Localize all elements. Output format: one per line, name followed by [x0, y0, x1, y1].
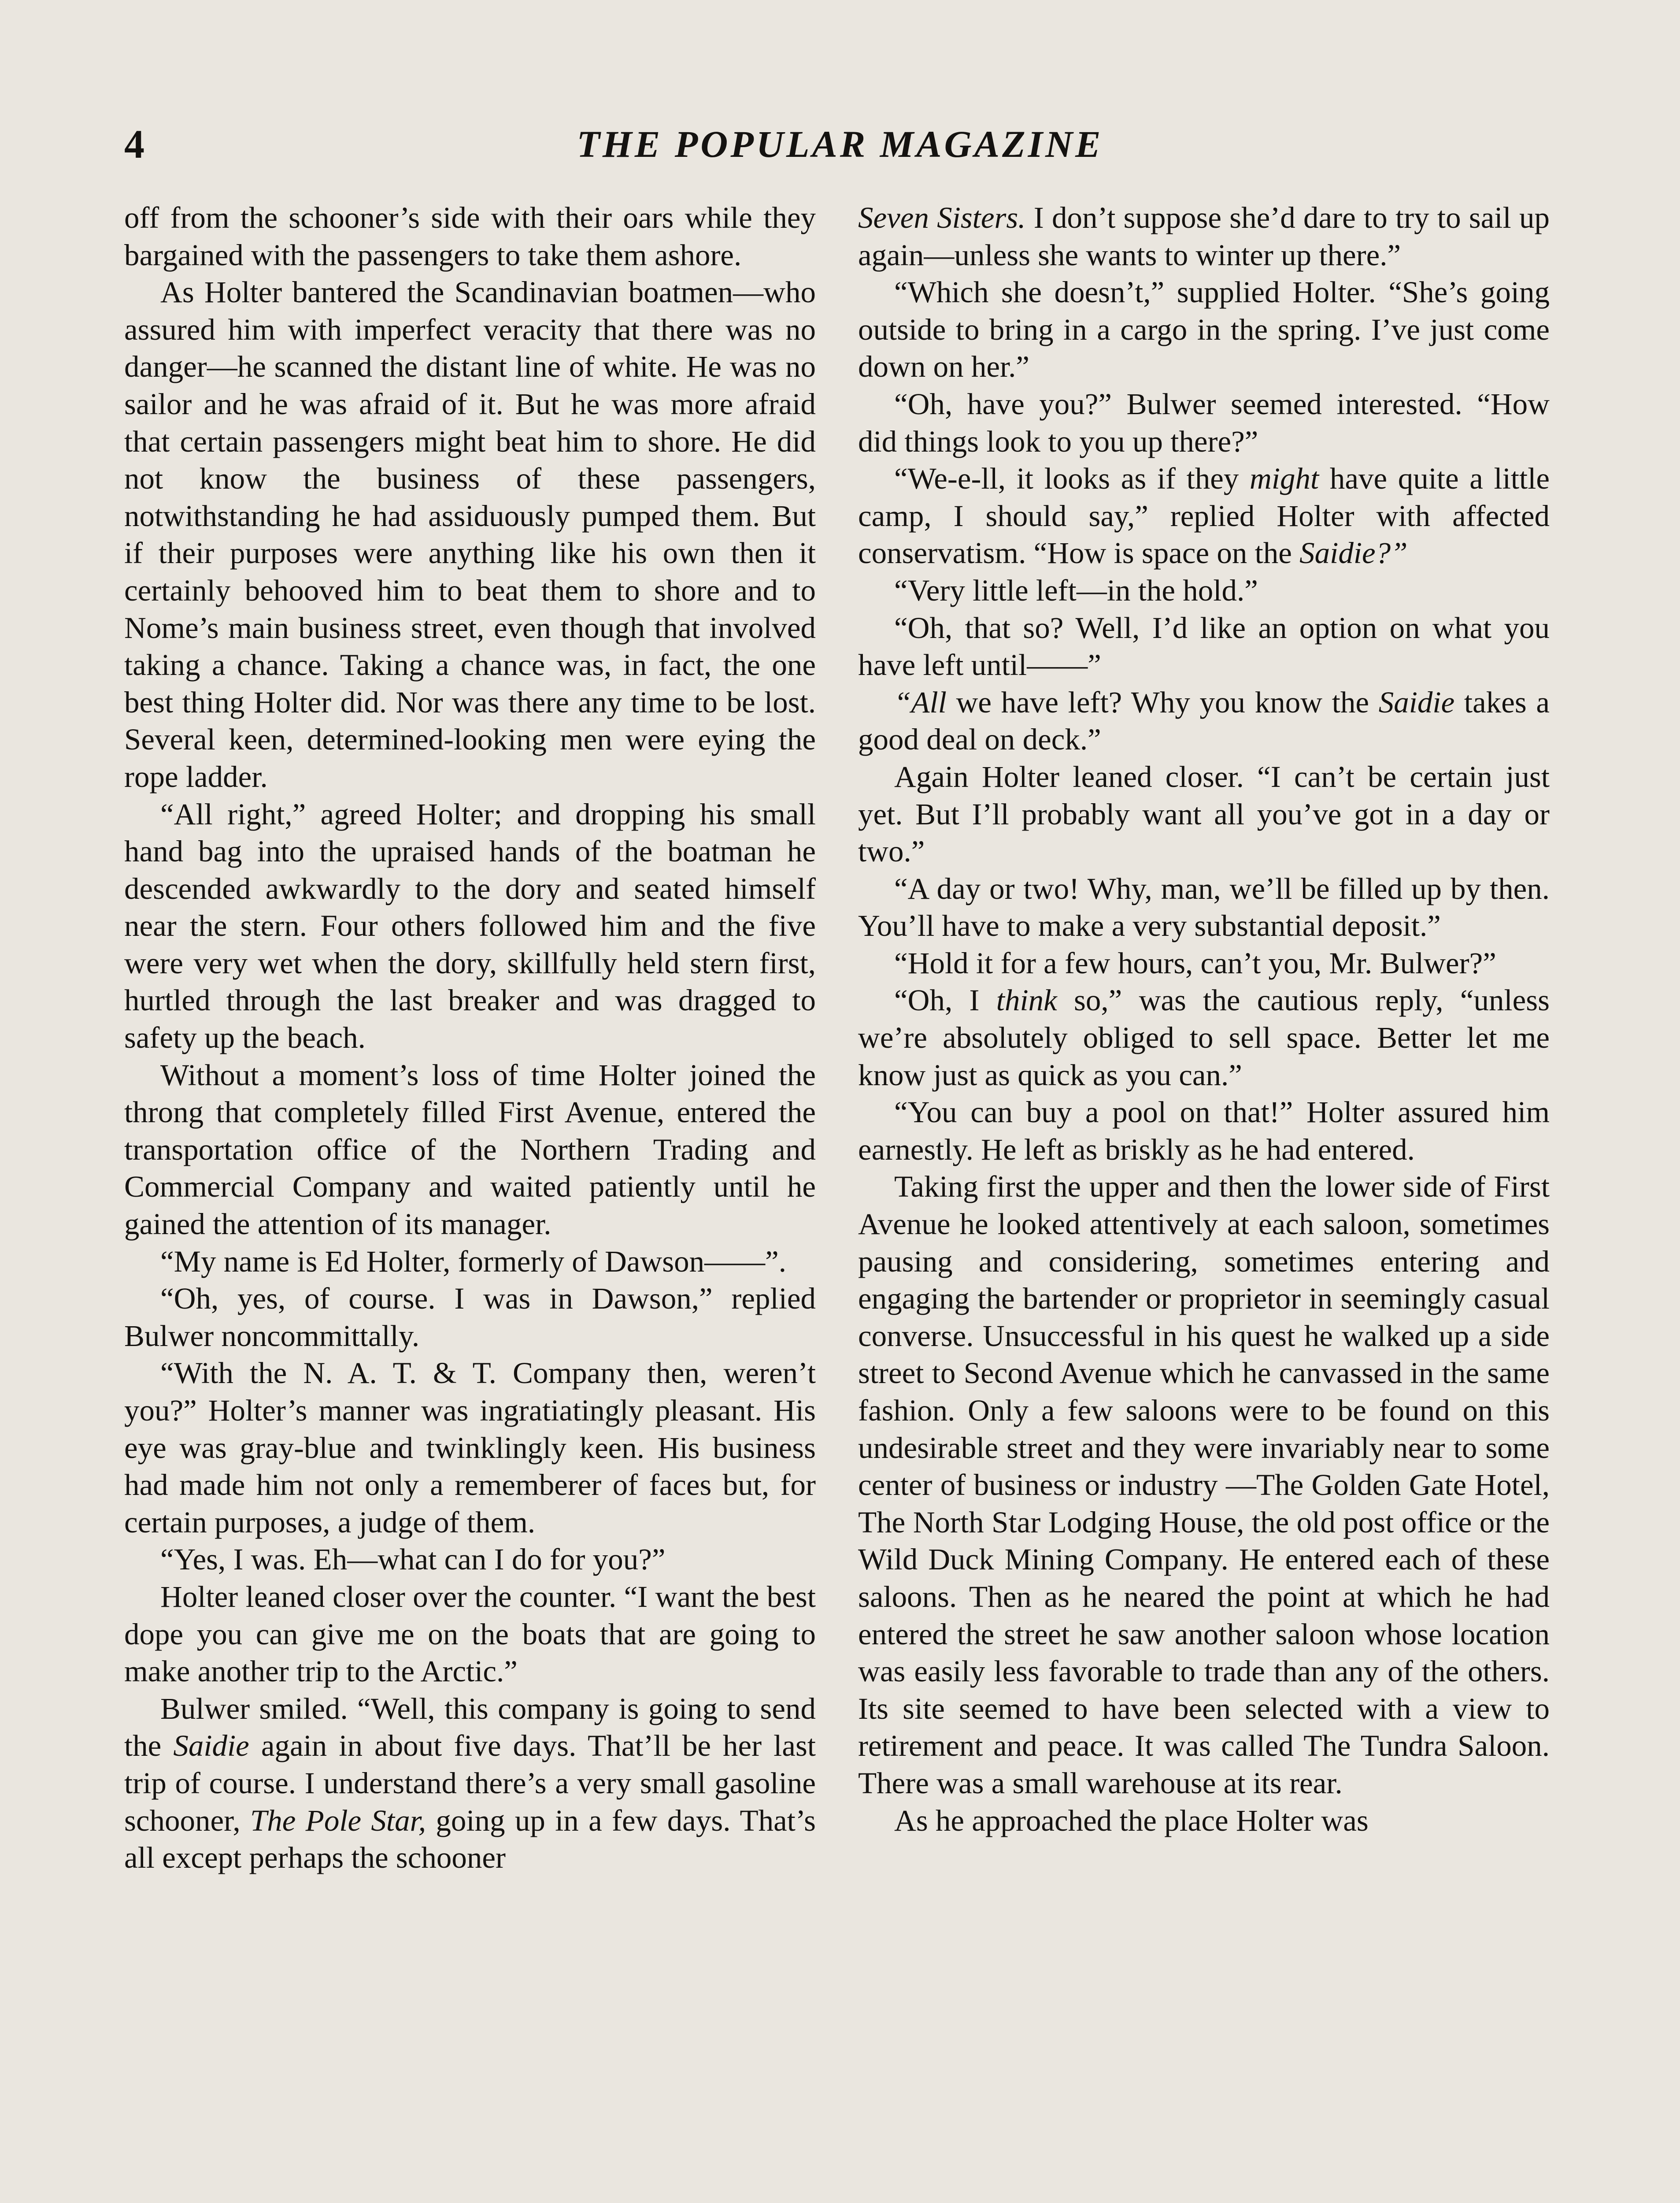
running-title: THE POPULAR MAGAZINE: [577, 123, 1103, 165]
paragraph: As he approached the place Holter was: [894, 1803, 1369, 1837]
paragraph: Bulwer smiled. “Well, this company is going to send the Saidie again in about five days. That’ll be her last trip of course. I understand there’s a very small gasoline schooner, The Pole Star, going up in a few days. That’s all except perhaps the schooner: [124, 1691, 816, 1875]
right-column: [858, 199, 1550, 1839]
paragraph: “All right,” agreed Holter; and dropping his small hand bag into the upraised hands of the boatman he descended awkwardly to the dory and seated himself near the stern. Four others followed him and the five were very wet when the dory, skillfully held stern first, hurtled through the last breaker and was dragged to safety up the beach.: [124, 797, 816, 1055]
paragraph: “We-e-ll, it looks as if they might have quite a little camp, I should say,” replied Holter with affected conservatism. “How is space on the Saidie?”: [858, 462, 1550, 570]
paragraph: “Oh, yes, of course. I was in Dawson,” replied Bulwer noncommittally.: [124, 1282, 816, 1353]
page-number: 4: [124, 122, 144, 167]
paragraph: “Hold it for a few hours, can’t you, Mr. Bulwer?”: [894, 946, 1496, 980]
left-column: [124, 199, 816, 1877]
paragraph: Again Holter leaned closer. “I can’t be certain just yet. But I’ll probably want all you’ve got in a day or two.”: [858, 760, 1550, 868]
paragraph: off from the schooner’s side with their oars while they bargained with the passengers to take them ashore.: [124, 201, 816, 272]
paragraph: “Oh, I think so,” was the cautious reply, “unless we’re absolutely obliged to sell space. Better let me know just as quick as you can.”: [858, 983, 1550, 1092]
paragraph: “Which she doesn’t,” supplied Holter. “She’s going outside to bring in a cargo in the spring. I’ve just come down on her.”: [858, 275, 1550, 384]
paragraph: “You can buy a pool on that!” Holter assured him earnestly. He left as briskly as he had entered.: [858, 1095, 1550, 1166]
paragraph: Without a moment’s loss of time Holter joined the throng that completely filled First Avenue, entered the transportation office of the Northern Trading and Commercial Company and waited patiently until he gained the attention of its manager.: [124, 1058, 816, 1241]
paragraph: “Very little left—in the hold.”: [894, 573, 1258, 607]
paragraph: “Yes, I was. Eh—what can I do for you?”: [160, 1543, 666, 1576]
paragraph: “Oh, have you?” Bulwer seemed interested. “How did things look to you up there?”: [858, 387, 1550, 458]
paragraph: “All we have left? Why you know the Saidie takes a good deal on deck.”: [858, 685, 1550, 757]
paragraph: “Oh, that so? Well, I’d like an option on what you have left until——”: [858, 611, 1550, 682]
paragraph: Seven Sisters. I don’t suppose she’d dare to try to sail up again—unless she wants to winter up there.”: [858, 201, 1550, 272]
paragraph: As Holter bantered the Scandinavian boatmen—who assured him with imperfect veracity that there was no danger—he scanned the distant line of white. He was no sailor and he was afraid of it. But he was more afraid that certain passengers might beat him to shore. He did not know the business of these passengers, notwithstanding he had assiduously pumped them. But if their purposes were anything like his own then it certainly behooved him to beat them to shore and to Nome’s main business street, even though that involved taking a chance. Taking a chance was, in fact, the one best thing Holter did. Nor was there any time to be lost. Several keen, determined-looking men were eying the rope ladder.: [124, 275, 816, 794]
paragraph: “My name is Ed Holter, formerly of Dawson——”.: [160, 1244, 786, 1278]
paragraph: “A day or two! Why, man, we’ll be filled up by then. You’ll have to make a very substantial deposit.”: [858, 872, 1550, 943]
paragraph: Taking first the upper and then the lower side of First Avenue he looked attentively at each saloon, sometimes pausing and considering, sometimes entering and engaging the bartender or proprietor in seemingly casual converse. Unsuccessful in his quest he walked up a side street to Second Avenue which he canvassed in the same fashion. Only a few saloons were to be found on this undesirable street and they were invariably near to some center of business or industry —The Golden Gate Hotel, The North Star Lodging House, the old post office or the Wild Duck Mining Company. He entered each of these saloons. Then as he neared the point at which he had entered the street he saw another saloon whose location was easily less favorable to trade than any of the others. Its site seemed to have been selected with a view to retirement and peace. It was called The Tundra Saloon. There was a small warehouse at its rear.: [858, 1170, 1550, 1800]
paragraph: “With the N. A. T. & T. Company then, weren’t you?” Holter’s manner was ingratiatingly pleasant. His eye was gray-blue and twinklingly keen. His business had made him not only a rememberer of faces but, for certain purposes, a judge of them.: [124, 1356, 816, 1539]
page-header: [124, 115, 1556, 173]
paragraph: Holter leaned closer over the counter. “I want the best dope you can give me on the boats that are going to make another trip to the Arctic.”: [124, 1580, 816, 1688]
